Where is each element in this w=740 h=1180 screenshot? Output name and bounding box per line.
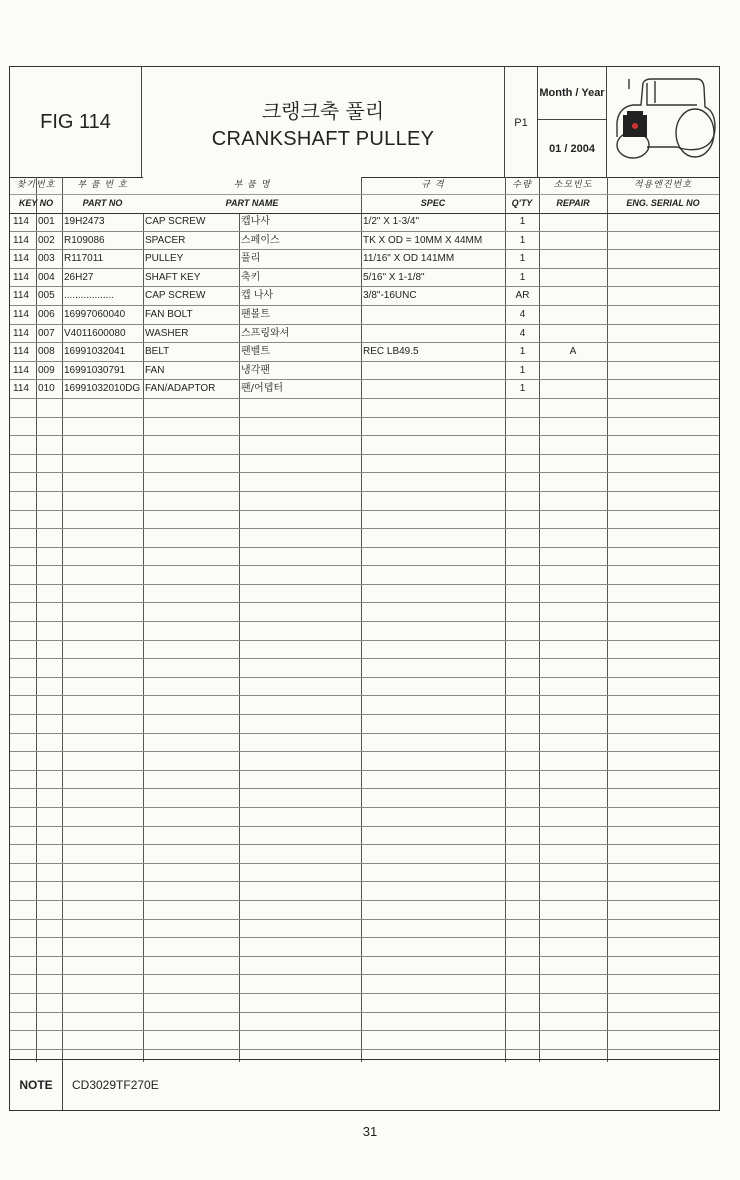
table-row [10, 864, 719, 883]
table-row [10, 306, 719, 325]
cell-fig: 114 [13, 383, 29, 395]
cell-key: 008 [38, 346, 55, 358]
cell-part: R117011 [64, 253, 104, 265]
table-row [10, 920, 719, 939]
tractor-icon [607, 67, 719, 177]
table-row [10, 715, 719, 734]
cell-name-ko: 스페이스 [241, 234, 280, 246]
cell-spec: 1/2" X 1-3/4" [363, 216, 420, 227]
cell-fig: 114 [13, 253, 29, 265]
cell-name-ko: 팬볼트 [241, 308, 270, 320]
cell-name-en: FAN/ADAPTOR [145, 383, 216, 395]
table-row [10, 957, 719, 976]
col-part-no: 부 품 번 호 PART NO [62, 177, 143, 213]
cell-name-en: CAP SCREW [145, 290, 206, 302]
figure-number: FIG 114 [10, 67, 142, 177]
table-row [10, 287, 719, 306]
note-value: CD3029TF270E [72, 1078, 159, 1092]
cell-name-en: SPACER [145, 234, 186, 246]
cell-name-ko: 풀리 [241, 253, 261, 265]
title-block [142, 67, 505, 177]
table-row [10, 511, 719, 530]
cell-qty: 1 [519, 216, 526, 227]
cell-name-en: FAN [145, 364, 165, 376]
table-row [10, 548, 719, 567]
cell-spec: 11/16" X OD 141MM [363, 253, 455, 265]
cell-name-ko: 캡나사 [241, 216, 270, 227]
cell-qty: 1 [519, 364, 526, 376]
cell-qty: 1 [519, 234, 526, 246]
cell-fig: 114 [13, 327, 29, 339]
cell-name-ko: 팬/어뎁터 [241, 383, 284, 395]
cell-name-ko: 팬벨트 [241, 346, 270, 358]
table-row [10, 641, 719, 660]
table-row [10, 436, 719, 455]
cell-part: 16991032010DG [64, 383, 141, 395]
table-row [10, 325, 719, 344]
table-row [10, 343, 719, 362]
cell-spec: 5/16" X 1-1/8" [363, 271, 425, 283]
title-english: CRANKSHAFT PULLEY [211, 128, 435, 150]
col-key-no: 찾기번호 KEY NO [10, 177, 62, 213]
table-row [10, 566, 719, 585]
parts-table [10, 177, 719, 1062]
cell-name-en: PULLEY [145, 253, 184, 265]
cell-spec: TK X OD = 10MM X 44MM [363, 234, 483, 246]
col-part-name: 부 품 명 PART NAME [143, 177, 361, 213]
table-row [10, 622, 719, 641]
cell-qty: AR [515, 290, 530, 302]
cell-name-ko: 냉각팬 [241, 364, 270, 376]
table-row [10, 659, 719, 678]
table-row [10, 771, 719, 790]
header [10, 67, 719, 178]
cell-key: 007 [38, 327, 55, 339]
table-row [10, 696, 719, 715]
cell-spec: 3/8"-16UNC [363, 290, 417, 302]
cell-key: 003 [38, 253, 55, 265]
month-year-label: Month / Year [538, 67, 606, 120]
cell-key: 005 [38, 290, 55, 302]
cell-name-ko: 스프링와셔 [241, 327, 290, 339]
cell-qty: 1 [519, 271, 526, 283]
table-row [10, 994, 719, 1013]
cell-part: 16991030791 [64, 364, 126, 376]
cell-name-en: FAN BOLT [145, 308, 193, 320]
cell-key: 004 [38, 271, 55, 283]
cell-key: 006 [38, 308, 55, 320]
cell-qty: 1 [519, 383, 526, 395]
title-korean: 크랭크축 풀리 [261, 99, 385, 123]
cell-fig: 114 [13, 234, 29, 246]
table-row [10, 808, 719, 827]
table-row [10, 938, 719, 957]
table-row [10, 1013, 719, 1032]
table-row [10, 827, 719, 846]
table-row [10, 678, 719, 697]
cell-name-en: BELT [145, 346, 170, 358]
table-row [10, 603, 719, 622]
cell-part: 16991032041 [64, 346, 126, 358]
cell-name-en: SHAFT KEY [145, 271, 201, 283]
note-label: NOTE [10, 1060, 63, 1110]
table-row [10, 492, 719, 511]
table-row [10, 213, 719, 232]
cell-part: 26H27 [64, 271, 94, 283]
table-row [10, 455, 719, 474]
table-row [10, 232, 719, 251]
cell-repair: A [569, 346, 577, 358]
table-row [10, 752, 719, 771]
table-row [10, 1031, 719, 1050]
table-row [10, 473, 719, 492]
table-row [10, 734, 719, 753]
cell-key: 010 [38, 383, 55, 395]
cell-qty: 4 [519, 308, 526, 320]
month-year-block [538, 67, 607, 177]
table-header [10, 177, 719, 214]
cell-fig: 114 [13, 308, 29, 320]
table-body [10, 213, 719, 1050]
parts-page [9, 66, 720, 1111]
col-spec: 규 격 SPEC [361, 177, 505, 213]
cell-fig: 114 [13, 346, 29, 358]
cell-part: 19H2473 [64, 216, 105, 227]
cell-key: 009 [38, 364, 55, 376]
table-row [10, 269, 719, 288]
cell-fig: 114 [13, 364, 29, 376]
cell-qty: 1 [519, 253, 526, 265]
note-row [10, 1059, 719, 1110]
table-row [10, 362, 719, 381]
cell-part: V4011600080 [64, 327, 126, 339]
cell-part: 16997060040 [64, 308, 126, 320]
table-row [10, 901, 719, 920]
cell-part: R109086 [64, 234, 105, 246]
cell-qty: 4 [519, 327, 526, 339]
cell-fig: 114 [13, 290, 29, 302]
cell-fig: 114 [13, 216, 29, 227]
col-serial: 적용엔진번호 ENG. SERIAL NO [607, 177, 719, 213]
col-repair: 소모빈도 REPAIR [539, 177, 607, 213]
table-row [10, 418, 719, 437]
table-row [10, 529, 719, 548]
cell-name-en: WASHER [145, 327, 189, 339]
table-row [10, 250, 719, 269]
col-qty: 수량 Q'TY [505, 177, 539, 213]
table-row [10, 975, 719, 994]
table-row [10, 789, 719, 808]
cell-spec: REC LB49.5 [363, 346, 419, 358]
page-number: 31 [362, 1124, 378, 1139]
table-row [10, 882, 719, 901]
table-row [10, 585, 719, 604]
cell-qty: 1 [519, 346, 526, 358]
table-row [10, 380, 719, 399]
table-row [10, 845, 719, 864]
page-label: P1 [505, 67, 538, 177]
cell-part: .................. [64, 290, 115, 302]
date-value: 01 / 2004 [549, 142, 595, 155]
cell-key: 002 [38, 234, 55, 246]
cell-fig: 114 [13, 271, 29, 283]
cell-name-en: CAP SCREW [145, 216, 206, 227]
cell-key: 001 [38, 216, 55, 227]
cell-name-ko: 캡 나사 [241, 290, 274, 302]
cell-name-ko: 축키 [241, 271, 261, 283]
table-row [10, 399, 719, 418]
